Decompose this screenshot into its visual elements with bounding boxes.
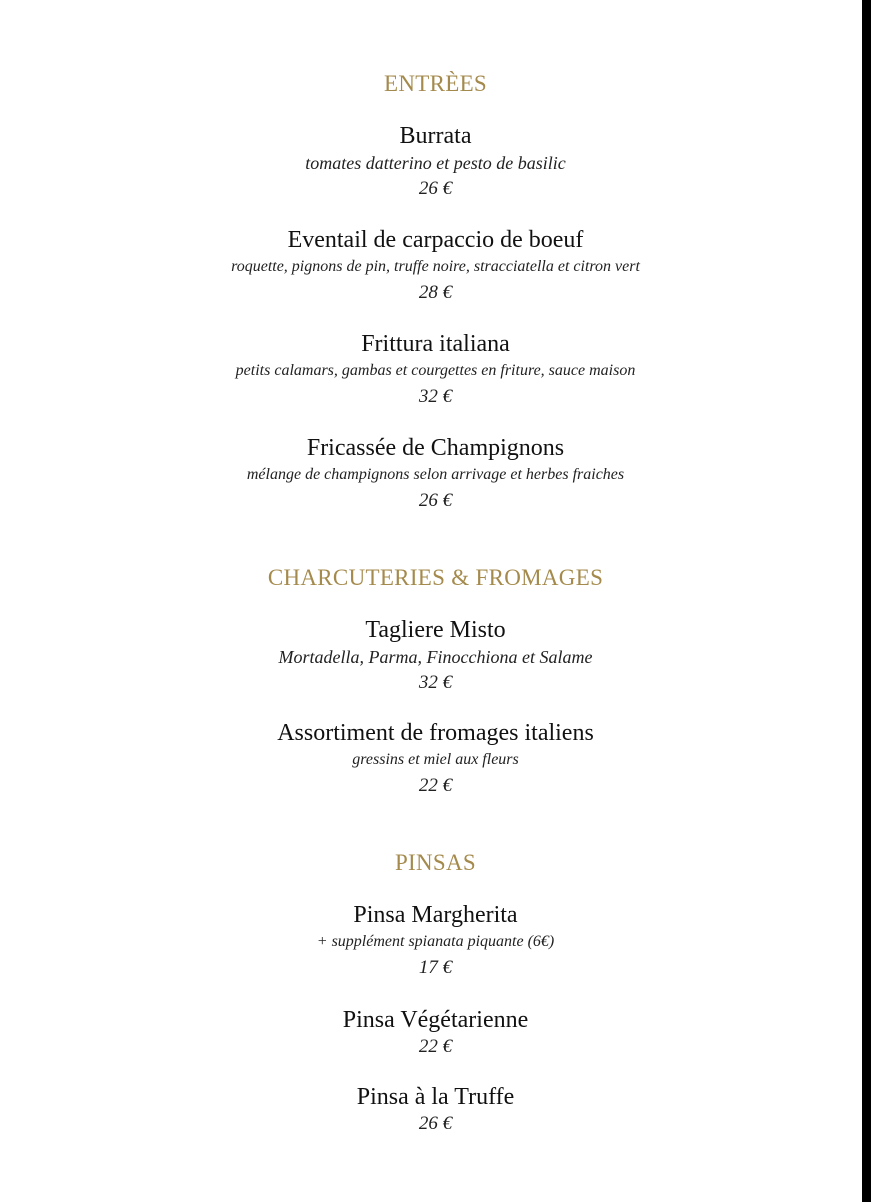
item-price: 26 €: [418, 1113, 453, 1134]
item-description: tomates datterino et pesto de basilic: [305, 153, 566, 173]
item-description: gressins et miel aux fleurs: [352, 751, 519, 768]
item-price: 22 €: [418, 1036, 453, 1057]
item-price: 26 €: [418, 178, 453, 199]
menu-item-fricassee: [0, 434, 871, 514]
section-title-pinsas: PINSAS: [394, 850, 477, 875]
item-price: 28 €: [418, 282, 453, 303]
item-description: + supplément spianata piquante (6€): [316, 933, 555, 950]
menu-item-pinsa-truffe: [0, 1083, 871, 1137]
item-price: 32 €: [418, 386, 453, 407]
menu-item-frittura: [0, 330, 871, 410]
section-title-charcuteries: CHARCUTERIES & FROMAGES: [267, 565, 604, 590]
menu-item-carpaccio: [0, 226, 871, 306]
item-name: Burrata: [399, 123, 472, 149]
item-name: Pinsa à la Truffe: [356, 1084, 515, 1110]
menu-item-fromages: [0, 719, 871, 799]
item-name: Tagliere Misto: [365, 617, 506, 643]
item-price: 32 €: [418, 672, 453, 693]
item-name: Eventail de carpaccio de boeuf: [287, 227, 584, 253]
item-description: petits calamars, gambas et courgettes en friture, sauce maison: [235, 362, 636, 379]
menu-item-burrata: [0, 122, 871, 202]
item-name: Assortiment de fromages italiens: [277, 720, 594, 746]
menu-item-pinsa-vegetarienne: [0, 1006, 871, 1060]
item-description: mélange de champignons selon arrivage et herbes fraiches: [246, 466, 625, 483]
item-description: roquette, pignons de pin, truffe noire, stracciatella et citron vert: [231, 258, 640, 275]
item-price: 22 €: [418, 775, 453, 796]
item-name: Pinsa Végétarienne: [342, 1007, 529, 1033]
item-price: 17 €: [418, 957, 453, 978]
menu-item-tagliere: [0, 616, 871, 696]
item-description: Mortadella, Parma, Finocchiona et Salame: [278, 647, 593, 667]
item-name: Pinsa Margherita: [353, 902, 518, 928]
menu-item-pinsa-margherita: [0, 901, 871, 981]
item-name: Frittura italiana: [361, 331, 510, 357]
item-name: Fricassée de Champignons: [306, 435, 565, 461]
item-price: 26 €: [418, 490, 453, 511]
section-title-entrees: ENTRÈES: [383, 71, 488, 96]
